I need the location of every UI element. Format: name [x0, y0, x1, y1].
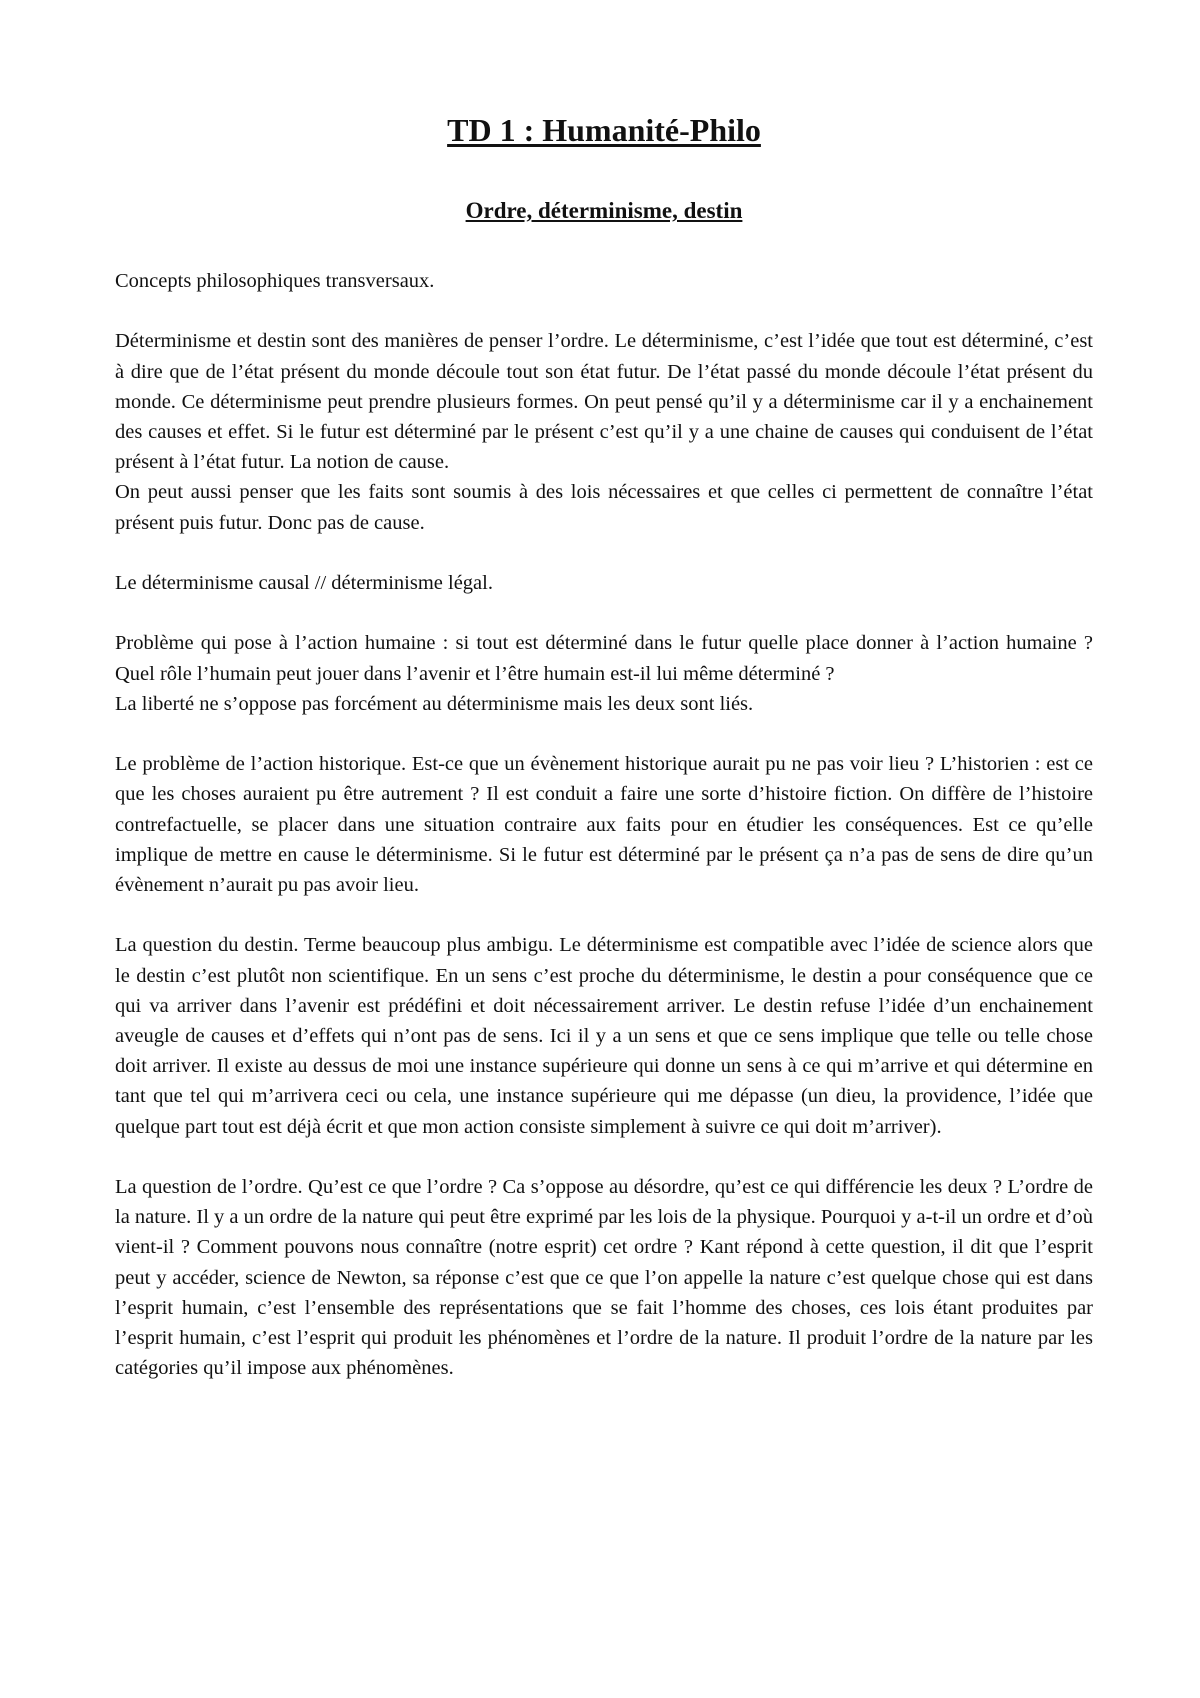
paragraph-causal-legal: Le déterminisme causal // déterminisme légal.	[115, 572, 493, 594]
paragraph-action-humaine: Problème qui pose à l’action humaine : si tout est déterminé dans le futur quelle place donner à l’action humaine ? Quel rôle l’humain peut jouer dans l’avenir et l’être humain est-il lui même déterminé ?	[115, 632, 1093, 685]
document-title: TD 1 : Humanité-Philo	[447, 112, 761, 148]
paragraph-intro: Concepts philosophiques transversaux.	[115, 270, 435, 292]
paragraph-action-historique: Le problème de l’action historique. Est-ce que un évènement historique aurait pu ne pas voir lieu ? L’historien : est ce que les choses auraient pu être autrement ? Il est conduit a faire une sorte d’histoire fiction. On diffère de l’histoire contrefactuelle, se placer dans une situation contraire aux faits pour en étudier les conséquences. Est ce qu’elle implique de mettre en cause le déterminisme. Si le futur est déterminé par le présent ça n’a pas de sens de dire qu’un évènement n’aurait pu pas avoir lieu.	[115, 753, 1093, 896]
document-body	[115, 266, 1093, 1414]
paragraph-destin: La question du destin. Terme beaucoup plus ambigu. Le déterminisme est compatible avec l’idée de science alors que le destin c’est plutôt non scientifique. En un sens c’est proche du déterminisme, le destin a pour conséquence que ce qui va arriver dans l’avenir est prédéfini et doit nécessairement arriver. Le destin refuse l’idée d’un enchainement aveugle de causes et d’effets qui n’ont pas de sens. Ici il y a un sens et que ce sens implique que telle ou telle chose doit arriver. Il existe au dessus de moi une instance supérieure qui donne un sens à ce qui m’arrive et qui détermine en tant que tel qui m’arrivera ceci ou cela, une instance supérieure qui me dépasse (un dieu, la providence, l’idée que quelque part tout est déjà écrit et que mon action consiste simplement à suivre ce qui doit m’arriver).	[115, 934, 1093, 1138]
paragraph-lois-necessaires: On peut aussi penser que les faits sont soumis à des lois nécessaires et que celles ci permettent de connaître l’état présent puis futur. Donc pas de cause.	[115, 481, 1093, 534]
document-subtitle: Ordre, déterminisme, destin	[465, 198, 743, 223]
paragraph-ordre: La question de l’ordre. Qu’est ce que l’ordre ? Ca s’oppose au désordre, qu’est ce qui différencie les deux ? L’ordre de la nature. Il y a un ordre de la nature qui peut être exprimé par les lois de la physique. Pourquoi y a-t-il un ordre et d’où vient-il ? Comment pouvons nous connaître (notre esprit) cet ordre ? Kant répond à cette question, il dit que l’esprit peut y accéder, science de Newton, sa réponse c’est que ce que l’on appelle la nature c’est quelque chose qui est dans l’esprit humain, c’est l’ensemble des représentations que se fait l’homme des choses, ces lois étant produites par l’esprit humain, c’est l’esprit qui produit les phénomènes et l’ordre de la nature. Il produit l’ordre de la nature par les catégories qu’il impose aux phénomènes.	[115, 1176, 1093, 1380]
paragraph-liberte: La liberté ne s’oppose pas forcément au déterminisme mais les deux sont liés.	[115, 692, 754, 715]
paragraph-determinisme-destin: Déterminisme et destin sont des manières de penser l’ordre. Le déterminisme, c’est l’idée que tout est déterminé, c’est à dire que de l’état présent du monde découle tout son état futur. De l’état passé du monde découle l’état présent du monde. Ce déterminisme peut prendre plusieurs formes. On peut pensé qu’il y a déterminisme car il y a enchainement des causes et effet. Si le futur est déterminé par le présent c’est qu’il y a une chaine de causes qui conduisent de l’état présent à l’état futur. La notion de cause.	[115, 330, 1093, 474]
